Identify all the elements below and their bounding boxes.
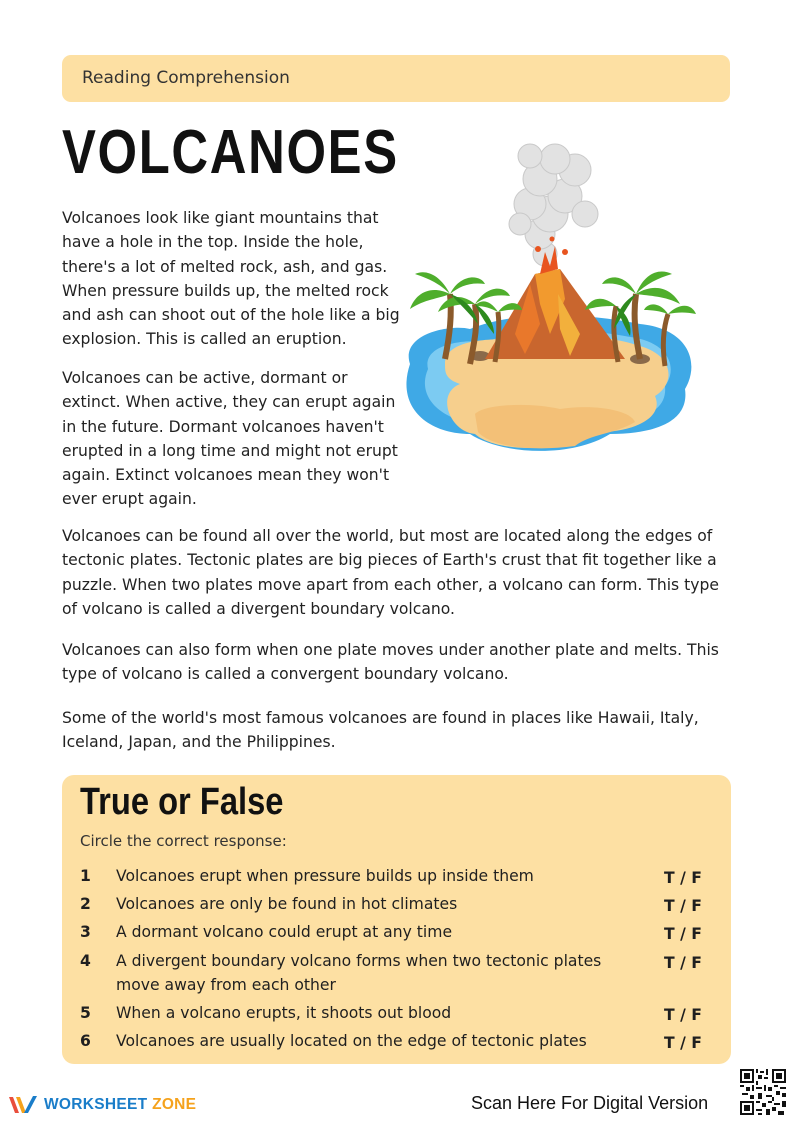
question-number: 4 <box>80 952 91 970</box>
paragraph-famous: Some of the world's most famous volcanoes are found in places like Hawaii, Italy, Iceland, Japan, and the Philippines. <box>62 709 699 752</box>
paragraph-intro: Volcanoes look like giant mountains that have a hole in the top. Inside the hole, there's a lot of melted rock, ash, and gas. When pressure builds up, the melted rock and ash can shoot out of the hole like a big explosion. This is called an eruption. <box>62 209 400 349</box>
qr-code-icon[interactable] <box>740 1069 786 1115</box>
true-false-choice[interactable]: T / F <box>664 869 702 887</box>
question-number: 3 <box>80 923 91 941</box>
logo-accent-text: ZONE <box>152 1096 197 1113</box>
logo-main-text: WORKSHEET <box>44 1096 148 1113</box>
question-number: 6 <box>80 1032 91 1050</box>
paragraph-convergent: Volcanoes can also form when one plate moves under another plate and melts. This type of volcano is called a convergent boundary volcano. <box>62 641 719 684</box>
true-false-choice[interactable]: T / F <box>664 897 702 915</box>
question-number: 1 <box>80 867 91 885</box>
worksheet-zone-logo-icon <box>8 1094 38 1116</box>
volcano-island-illustration <box>390 134 702 502</box>
banner-label: Reading Comprehension <box>82 68 290 88</box>
logo-text <box>44 1096 196 1114</box>
worksheet-zone-logo[interactable] <box>8 1092 196 1118</box>
question-text: Volcanoes are usually located on the edge of tectonic plates <box>116 1032 587 1050</box>
quiz-title: True or False <box>80 781 284 823</box>
true-false-quiz <box>62 775 731 1064</box>
true-false-choice[interactable]: T / F <box>664 1006 702 1024</box>
section-banner <box>62 55 730 102</box>
paragraph-location: Volcanoes can be found all over the world, but most are located along the edges of tectonic plates. Tectonic plates are big pieces of Earth's crust that fit together like a puzzle. When two plates move apart from each other, a volcano can form. This type of volcano is called a divergent boundary volcano. <box>62 527 719 618</box>
page-title: VOLCANOES <box>62 118 399 187</box>
question-number: 2 <box>80 895 91 913</box>
true-false-choice[interactable]: T / F <box>664 925 702 943</box>
question-number: 5 <box>80 1004 91 1022</box>
quiz-instruction: Circle the correct response: <box>80 832 287 850</box>
true-false-choice[interactable]: T / F <box>664 1034 702 1052</box>
question-text: Volcanoes erupt when pressure builds up inside them <box>116 867 534 885</box>
question-text: A dormant volcano could erupt at any time <box>116 923 453 941</box>
scan-instruction: Scan Here For Digital Version <box>471 1093 709 1113</box>
paragraph-types: Volcanoes can be active, dormant or extinct. When active, they can erupt again in the future. Dormant volcanoes haven't erupted in a long time and might not erupt again. Extinct volcanoes mean they won't ever erupt again. <box>62 369 398 509</box>
question-text: Volcanoes are only be found in hot climates <box>116 895 458 913</box>
question-text: When a volcano erupts, it shoots out blood <box>116 1004 452 1022</box>
question-text: A divergent boundary volcano forms when two tectonic plates move away from each other <box>116 952 602 994</box>
true-false-choice[interactable]: T / F <box>664 954 702 972</box>
